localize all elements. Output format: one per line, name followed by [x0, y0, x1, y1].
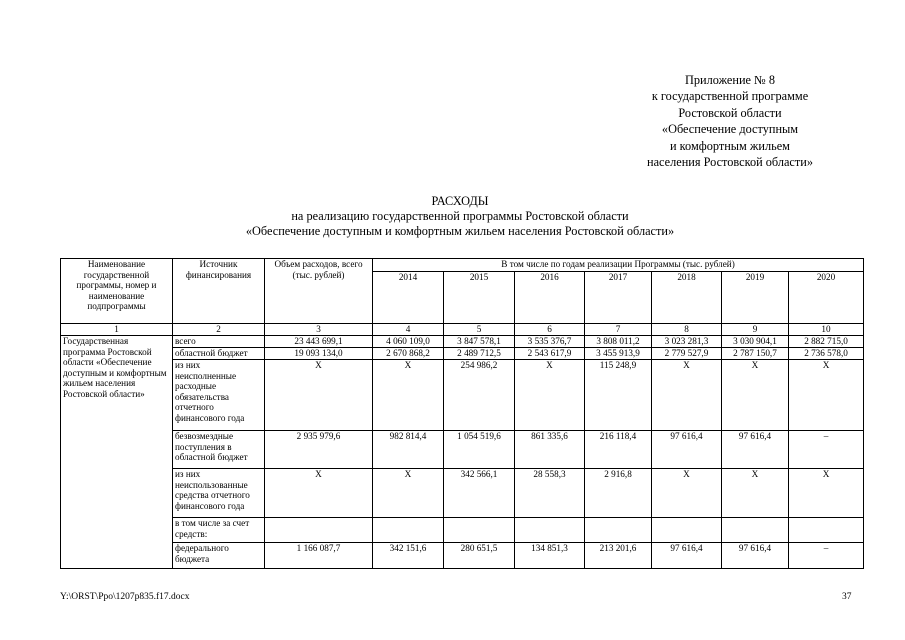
file-path: Y:\ORST\Ppo\1207p835.f17.docx	[60, 592, 190, 602]
value-cell: X	[789, 469, 864, 518]
value-cell	[652, 518, 722, 543]
header-year: 2015	[444, 272, 515, 324]
value-cell: 134 851,3	[515, 543, 585, 569]
source-cell: федерального бюджета	[173, 543, 265, 569]
value-cell: X	[722, 469, 789, 518]
total-cell: 19 093 134,0	[265, 348, 373, 360]
page-number: 37	[842, 592, 852, 602]
table-row	[61, 360, 864, 431]
value-cell: 3 535 376,7	[515, 336, 585, 348]
header-year: 2016	[515, 272, 585, 324]
value-cell: 2 916,8	[585, 469, 652, 518]
table-row	[61, 348, 864, 360]
appendix-line: населения Ростовской области»	[647, 155, 813, 170]
value-cell: X	[373, 469, 444, 518]
column-number: 4	[373, 324, 444, 336]
total-cell	[265, 518, 373, 543]
source-cell: в том числе за счет средств:	[173, 518, 265, 543]
column-number: 2	[173, 324, 265, 336]
appendix-line: Ростовской области	[678, 105, 782, 120]
header-year: 2019	[722, 272, 789, 324]
value-cell	[373, 518, 444, 543]
appendix-line: Приложение № 8	[684, 73, 776, 87]
table-row	[61, 543, 864, 569]
value-cell: 4 060 109,0	[373, 336, 444, 348]
value-cell	[444, 518, 515, 543]
total-cell: 23 443 699,1	[265, 336, 373, 348]
value-cell: X	[652, 360, 722, 431]
value-cell: 97 616,4	[722, 543, 789, 569]
value-cell: –	[789, 431, 864, 469]
value-cell: 3 455 913,9	[585, 348, 652, 360]
table-row	[61, 336, 864, 348]
value-cell	[585, 518, 652, 543]
header-name: Наименование государственной программы, номер и наименование подпрограммы	[61, 259, 173, 324]
value-cell: 2 736 578,0	[789, 348, 864, 360]
header-total: Объем расходов, всего (тыс. рублей)	[265, 259, 373, 324]
value-cell	[722, 518, 789, 543]
value-cell: X	[515, 360, 585, 431]
value-cell: 2 882 715,0	[789, 336, 864, 348]
value-cell: 97 616,4	[722, 431, 789, 469]
column-number: 1	[61, 324, 173, 336]
total-cell: 1 166 087,7	[265, 543, 373, 569]
value-cell	[789, 518, 864, 543]
column-number: 10	[789, 324, 864, 336]
program-name: Государственная программа Ростовской области «Обеспечение доступным и комфортным жильем населения Ростовской области»	[61, 336, 173, 569]
total-cell: X	[265, 469, 373, 518]
appendix-header	[560, 72, 900, 170]
header-year: 2018	[652, 272, 722, 324]
total-cell: 2 935 979,6	[265, 431, 373, 469]
value-cell: 2 543 617,9	[515, 348, 585, 360]
value-cell: 254 986,2	[444, 360, 515, 431]
column-number: 6	[515, 324, 585, 336]
source-cell: безвозмездные поступления в областной бюджет	[173, 431, 265, 469]
value-cell: 97 616,4	[652, 431, 722, 469]
header-year: 2014	[373, 272, 444, 324]
value-cell: 3 030 904,1	[722, 336, 789, 348]
title-line: на реализацию государственной программы Ростовской области	[291, 209, 629, 223]
column-number: 7	[585, 324, 652, 336]
column-number: 5	[444, 324, 515, 336]
appendix-line: к государственной программе	[651, 89, 809, 104]
value-cell: 342 151,6	[373, 543, 444, 569]
appendix-line: «Обеспечение доступным	[661, 122, 799, 137]
column-number: 3	[265, 324, 373, 336]
value-cell: X	[652, 469, 722, 518]
expenses-table	[60, 258, 864, 569]
header-year: 2020	[789, 272, 864, 324]
value-cell: X	[373, 360, 444, 431]
value-cell: 115 248,9	[585, 360, 652, 431]
value-cell: 342 566,1	[444, 469, 515, 518]
title-line: РАСХОДЫ	[431, 194, 489, 208]
header-year: 2017	[585, 272, 652, 324]
value-cell: 2 779 527,9	[652, 348, 722, 360]
value-cell: 216 118,4	[585, 431, 652, 469]
value-cell: X	[722, 360, 789, 431]
source-cell: из них неисполненные расходные обязательства отчетного финансового года	[173, 360, 265, 431]
column-number: 9	[722, 324, 789, 336]
title-line: «Обеспечение доступным и комфортным жильем населения Ростовской области»	[245, 224, 675, 238]
value-cell: 97 616,4	[652, 543, 722, 569]
source-cell: всего	[173, 336, 265, 348]
source-cell: из них неиспользованные средства отчетного финансового года	[173, 469, 265, 518]
header-years-group: В том числе по годам реализации Программы (тыс. рублей)	[373, 259, 864, 272]
total-cell: X	[265, 360, 373, 431]
value-cell: 861 335,6	[515, 431, 585, 469]
value-cell	[515, 518, 585, 543]
numbering-row	[61, 324, 864, 336]
value-cell: 2 489 712,5	[444, 348, 515, 360]
source-cell: областной бюджет	[173, 348, 265, 360]
value-cell: –	[789, 543, 864, 569]
table-row	[61, 469, 864, 518]
column-number: 8	[652, 324, 722, 336]
value-cell: 2 670 868,2	[373, 348, 444, 360]
value-cell: 213 201,6	[585, 543, 652, 569]
value-cell: 1 054 519,6	[444, 431, 515, 469]
appendix-line: и комфортным жильем	[670, 138, 790, 153]
value-cell: 3 023 281,3	[652, 336, 722, 348]
value-cell: 280 651,5	[444, 543, 515, 569]
header-source: Источник финансирования	[173, 259, 265, 324]
value-cell: X	[789, 360, 864, 431]
table-row	[61, 518, 864, 543]
table-row	[61, 431, 864, 469]
value-cell: 3 808 011,2	[585, 336, 652, 348]
value-cell: 982 814,4	[373, 431, 444, 469]
document-title	[60, 194, 860, 239]
value-cell: 3 847 578,1	[444, 336, 515, 348]
value-cell: 2 787 150,7	[722, 348, 789, 360]
value-cell: 28 558,3	[515, 469, 585, 518]
